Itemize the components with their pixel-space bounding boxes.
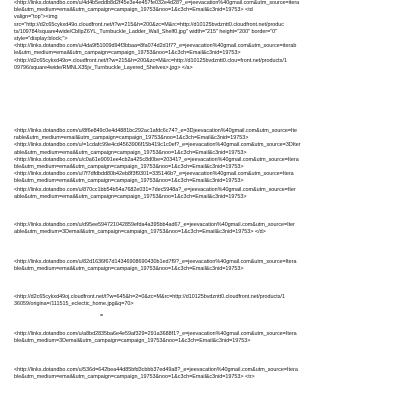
text-line: <http://links.dotandbo.com/u/82d1636f67d14346908690430b1ed7f9?_e=jeevacation%40gmail.com&utm_source=Itera bbox=[14, 259, 297, 265]
text-line: <http://d2c65cykxd49oj.cloudfront.net/t?w=645&h=2=0&zc=M&rc=http://d10125bvdzntt0.cloudfront.net/products/1 bbox=[14, 294, 285, 300]
text-line: 36059/origina=/111515_eclectic_home.jpg&q=70> bbox=[14, 301, 134, 308]
text-line: <http://links.dotandbo.com/u/870cc1bb54b54a7682e031=7dec5948a?_e=jeevacation%40gmail.com&utm_source=Iter bbox=[14, 187, 296, 193]
block-7 bbox=[14, 331, 396, 345]
text-line: <http://links.dotandbo.com/u/=1cdafc99e4cd4563906f15b419c1c0ef?_e=jeevacation%40gmail.com&utm_source=3DIter bbox=[14, 142, 301, 149]
text-line: <http://links.dotandbo.com/u/d95ee594721042859efda4a395bb4ad67_e=jeevacation%40gmail.com&utm_source=Iter bbox=[14, 222, 295, 228]
text-line: ble&utm_medium=email&utm_campaign=campaign_19753&noo=1&c3ch=Email&c3nid=19753> <td bbox=[14, 7, 253, 14]
block-1 bbox=[14, 0, 396, 72]
text-line: <http://links.dotandbo.com/u/4da9f51009d94f3bbaa=8fa074d2d1f7?_e=jeevacation%40gmail.com&utm_source=iterab bbox=[14, 43, 297, 50]
text-line: le&utm_medium=email&utm_campaign=campaign_19753&noo=1&c3ch=Email&c3nid=19753> bbox=[14, 50, 241, 57]
text-line: able&utm_medium=email&utm_campaign=campaign_19753&noo=1&c3ch=Email&c3nid=19753> bbox=[14, 194, 247, 201]
text-line: able&utm_medium=email&utm_campaign=campaign_19753&noo=1&c3ch=Email&c3nid=19753> bbox=[14, 149, 247, 156]
text-line: ble&utm_medium=email&utm_campaign=campaign_19753&noo=1&c3ch=Email&c3nid=19753> bbox=[14, 178, 244, 185]
text-line: ble&utm_medium=3Demail&utm_campaign=campaign_19753&noo=1&c3ch=Email&c3nid=19753> bbox=[14, 338, 251, 345]
text-line: valign="top"><img bbox=[14, 14, 58, 21]
block-8 bbox=[14, 367, 396, 381]
text-line: ble&utm_medium=email&utm_campaign=campaign_19753&noo=1&c3ch=Email&c3nid=19753> bbox=[14, 164, 244, 171]
block-5 bbox=[14, 259, 396, 273]
text-line: src="http://d2c65cykxd49o.cloudfront.net/t?w=215&h=200&zc=M&rc=http://d10125bvdzntt0.cloudfront.net/produc bbox=[14, 21, 284, 28]
text-line: <http://links.dotandbo.com/u/7f7dfdbdd80b42eb8f3f9301=335146b?_e=jeevacation%40gmail.com&utm_source=Itera bbox=[14, 171, 294, 178]
text-line: <http://links.dotandbo.com/u/a8bd2835ba6e4e59af329=291a3688f1?_e=jeevacation%40gmail.com&utm_source=Itera bbox=[14, 331, 297, 337]
equals-separator: = bbox=[100, 313, 104, 319]
text-line: 09796/square4wide/RMNLX35jv_Turnbuckle_Layered_Shelves>.jpg> </a> bbox=[14, 64, 193, 71]
block-2 bbox=[14, 128, 396, 186]
text-line: <http://links.dotandbo.com/u/8f6e849c0e4d4881bc292ac1afdc6c74?_e=3Djeevacation%40gmail.com&utm_source=Ite bbox=[14, 128, 298, 134]
text-line: <http://links.dotandbo.com/u/536d=642bea44d85bfd3cbbb37ed49a8?_e=jeevacation%40gmail.com&utm_source=Itera bbox=[14, 367, 298, 373]
text-line: <http://links.dotandbo.com/u/c0a61e9091ee4cb2a425c8d0be=20341?_e=jeevacation%40gmail.com&utm_source=Itera bbox=[14, 156, 299, 163]
block-3 bbox=[14, 187, 396, 201]
text-line: style="display:block;"> bbox=[14, 36, 68, 43]
block-4 bbox=[14, 222, 396, 236]
text-line: rable&utm_medium=email&utm_campaign=campaign_19753&noo=1&c3ch=Email&c3nid=19753> bbox=[14, 135, 249, 142]
text-line: ble&utm_medium=email&utm_campaign=campaign_19753&noo=1&c3ch=Email&c3nid=19753> bbox=[14, 266, 244, 273]
text-line: ts/109784/square4wide/CbllpZ6YL_Turnbuckle_Ladder_Wall_Shelf0.jpg" width="215" height="200" border="0" bbox=[14, 28, 278, 35]
text-line: <http://d2c65cykxd49o=.cloudfront.net/t?w=215&h=200&zc=M&rc=http://d10125bvdzntt0.clou=front.net/products/1 bbox=[14, 57, 287, 64]
text-line: able&utm_medium=3Demail&utm_campaign=campaign_19753&noo=1&c3ch=Email&c3nid=19753> </d> bbox=[14, 229, 266, 236]
block-6 bbox=[14, 294, 396, 308]
text-line: <http://links.dotandbo.com/u/4d4b5eddb8d2f45e3e4e457fe032e4d28?_e=jeevacation%40gmail.com&utm_source=itera bbox=[14, 0, 300, 6]
text-line: ble&utm_medium=email&utm_campaign=campaign_19753&noo=1&c3ch=Email&c3nid=19753> <tr> bbox=[14, 374, 255, 381]
